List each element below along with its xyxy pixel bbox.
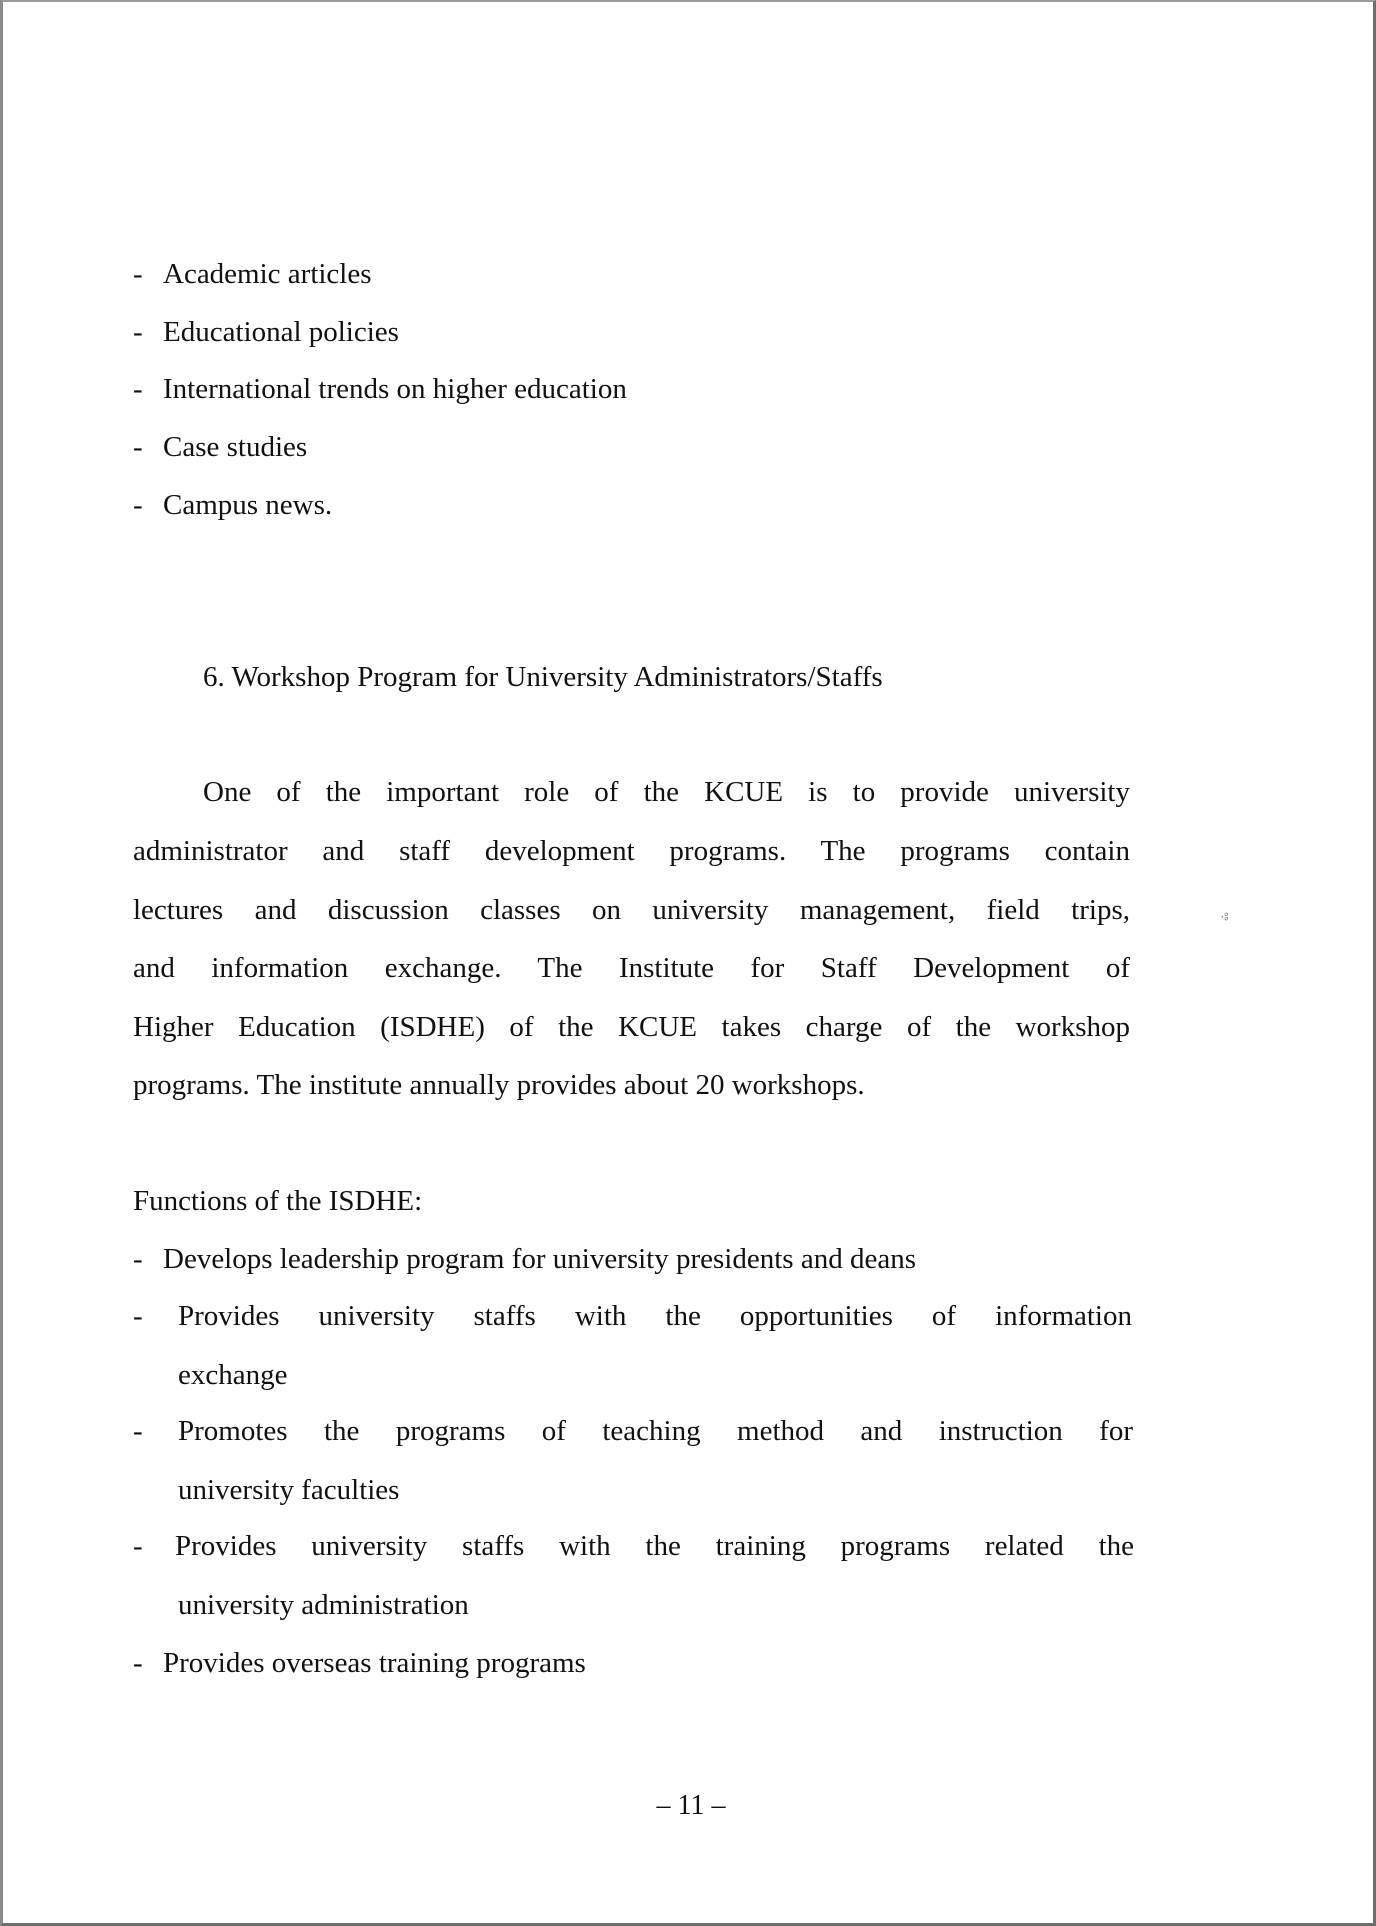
list-dash: -	[133, 373, 143, 405]
function-item	[133, 1241, 916, 1277]
paragraph-line: One of the important role of the KCUE is to provide university	[203, 776, 1130, 808]
list-item-text: Case studies	[163, 431, 308, 463]
list-item	[133, 429, 307, 465]
paragraph-line: lectures and discussion classes on university management, field trips,	[133, 894, 1130, 926]
paragraph-line: programs. The institute annually provides about 20 workshops.	[133, 1069, 865, 1101]
list-dash: -	[133, 1647, 143, 1679]
function-item	[133, 1298, 1132, 1334]
function-text: Develops leadership program for university presidents and deans	[163, 1243, 916, 1275]
functions-heading: Functions of the ISDHE:	[133, 1185, 423, 1217]
list-dash: -	[133, 1415, 143, 1447]
list-dash: -	[133, 258, 143, 290]
list-item	[133, 314, 399, 350]
function-text: Promotes the programs of teaching method and instruction for	[178, 1415, 1133, 1447]
function-text-continued: university administration	[178, 1589, 469, 1621]
list-dash: -	[133, 431, 143, 463]
list-item	[133, 256, 372, 292]
function-text-continued: university faculties	[178, 1474, 400, 1506]
list-item-text: Academic articles	[163, 258, 372, 290]
function-text-continued: exchange	[178, 1359, 288, 1391]
list-item-text: International trends on higher education	[163, 373, 627, 405]
function-item	[133, 1645, 586, 1681]
list-item-text: Campus news.	[163, 489, 333, 521]
list-dash: -	[133, 316, 143, 348]
list-item	[133, 487, 332, 523]
function-text: Provides university staffs with the opportunities of information	[178, 1300, 1132, 1332]
list-item	[133, 371, 627, 407]
list-dash: -	[133, 489, 143, 521]
list-dash: -	[133, 1300, 143, 1332]
page-number: – 11 –	[656, 1790, 726, 1821]
function-item	[133, 1413, 1132, 1449]
list-dash: -	[133, 1530, 143, 1562]
paragraph-line: administrator and staff development programs. The programs contain	[133, 835, 1130, 867]
list-dash: -	[133, 1243, 143, 1275]
function-item	[133, 1528, 1132, 1564]
paragraph-line: and information exchange. The Institute for Staff Development of	[133, 952, 1130, 984]
paragraph-line: Higher Education (ISDHE) of the KCUE takes charge of the workshop	[133, 1011, 1130, 1043]
function-text: Provides overseas training programs	[163, 1647, 586, 1679]
list-item-text: Educational policies	[163, 316, 399, 348]
scan-speck: ·ཿ	[1221, 910, 1229, 924]
function-text: Provides university staffs with the training programs related the	[175, 1530, 1134, 1562]
section-heading: 6. Workshop Program for University Administrators/Staffs	[203, 661, 883, 693]
